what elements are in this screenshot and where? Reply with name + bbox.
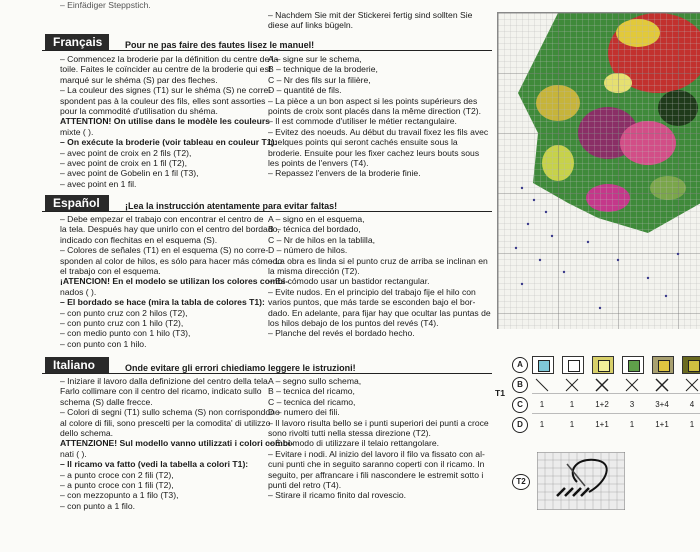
chart-grid [498, 13, 700, 329]
section-divider [42, 373, 492, 374]
row-label-a: A [512, 357, 528, 373]
legend-d-1: 1 [539, 420, 545, 429]
lang-tab-french: Français [45, 34, 109, 51]
row-label-b: B [512, 377, 528, 393]
color-legend-table [495, 352, 700, 552]
spanish-left-column: – Debe empezar el trabajo con encontrar el centro de la tela. Después hay que unirlo con el centro del bordado, indicado con flechitas en el esquema (S). – Colores de señales (T1) en el esquema (S) no corre- sponden al color de hilos, es sólo para hacer más cómodo el trabajo con el esquema. ¡ATENCION! En el modelo se utilizan los colores combi- nados ( ). – El bordado se hace (mira la tabla de colores T1): – con punto cruz con 2 hilos (T2), – con punto cruz con 1 hilo (T2), – con medio punto con 1 hilo (T3), – con punto con 1 hilo. [60, 214, 289, 349]
legend-swatch-4 [622, 356, 644, 374]
section-divider [42, 211, 492, 212]
legend-swatch-2 [562, 356, 584, 374]
legend-swatch-1 [532, 356, 554, 374]
table-label-t1: T1 [495, 388, 506, 398]
legend-c-3: 1+2 [595, 400, 609, 409]
lang-tab-spanish: Español [45, 195, 109, 212]
lang-tab-italian: Italiano [45, 357, 109, 374]
legend-c-2: 1 [569, 400, 575, 409]
section-divider [42, 50, 492, 51]
section-header-spanish: ¡Lea la instrucción atentamente para evitar faltas! [125, 201, 338, 211]
stitch-technique-row [532, 377, 700, 393]
legend-c-1: 1 [539, 400, 545, 409]
italian-right-column: A – segno sullo schema, B – tecnica del ricamo, C – tecnica del ricamo, D – numero dei fili. – Il lavoro risulta bello se i punti superiori dei punti a croce sono rivolti tutti nella stessa direzione (T2). – È comodo di utilizzare il telaio rettangolare. – Evitare i nodi. Al inizio del lavoro il filo va fissato con al- cuni punti che in seguito saranno coperti con il ricamo. In seguito, per affrancare i fili nascondere le estremit sotto i punti del retro (T4). – Stirare il ricamo finito dal rovescio. [268, 376, 489, 501]
french-left-column: – Commencez la broderie par la définition du centre de la toile. Faites le coïncider au centre de la broderie qui est marqué sur le shéma (S) par des fleches. – La couleur des signes (T1) sur le shéma (S) ne corre- spondent pas à la couleur des fils, elles sont assorties pour la commodité d'utilisation du shéma. ATTENTION! On utilise dans le modèle les couleurs mixte ( ). – On exécute la broderie (voir tableau en couleur T1): – avec point de croix en 2 fils (T2), – avec point de croix en 1 fil (T2), – avec point de Gobelin en 1 fil (T3), – avec point en 1 fil. [60, 54, 279, 189]
legend-divider [532, 393, 700, 394]
top-left-fragment: – Einfädiger Steppstich. [60, 0, 151, 10]
legend-c-6: 4 [689, 400, 695, 409]
legend-d-4: 1 [629, 420, 635, 429]
cross-stitch-chart [497, 12, 700, 329]
legend-swatch-5 [652, 356, 674, 374]
legend-divider [532, 413, 700, 414]
top-right-fragment: – Nachdem Sie mit der Stickerei fertig sind sollten Sie diese auf links bügeln. [268, 10, 473, 31]
italian-left-column: – Iniziare il lavoro dalla definizione del centro della tela. Farlo collimare con il centro del ricamo, indicato sullo schema (S) dalle frecce. – Colori di segni (T1) sullo schema (S) non corrispondono al colore di fili, sono prescelti per la comodita' di utilizzo dello schema. ATTENZIONE! Sul modello vanno utilizzati i colori combi- nati ( ). – Il ricamo va fatto (vedi la tabella a colori T1): – a punto croce con 2 fili (T2), – a punto croce con 1 fili (T2), – con mezzopunto a 1 filo (T3), – con punto a 1 filo. [60, 376, 294, 511]
french-right-column: A – signe sur le schema, B – technique de la broderie, C – Nr des fils sur la filière, D – quantité de fils. – La pièce a un bon aspect si les points supérieurs des points de croix sont placés dans la même direction (T2). – Il est commode d'utiliser le métier rectangulaire. – Evitez des noeuds. Au début du travail fixez les fils avec quelques points qui seront cachés ensuite sous la broderie. Ensuite pour les fixer cachez leurs bouts sous les points de l'envers (T4). – Repassez l'envers de la broderie finie. [268, 54, 489, 179]
legend-d-3: 1+1 [595, 420, 609, 429]
stitch-illustration-label: T2 [512, 474, 530, 490]
legend-swatch-6 [682, 356, 700, 374]
stitch-illustration [537, 452, 625, 510]
legend-d-6: 1 [689, 420, 695, 429]
legend-d-2: 1 [569, 420, 575, 429]
row-label-d: D [512, 417, 528, 433]
legend-swatch-3 [592, 356, 614, 374]
legend-c-5: 3+4 [655, 400, 669, 409]
section-header-italian: Onde evitare gli errori chiediamo leggere le istruzioni! [125, 363, 356, 373]
spanish-right-column: A – signo en el esquema, B – técnica del bordado, C – Nr de hilos en la tablilla, D – número de hilos. – La obra es linda si el punto cruz de arriba se inclinan en la misma dirección (T2). – Es cómodo usar un bastidor rectangular. – Evite nudos. En el principio del trabajo fije el hilo con varios puntos, que más tarde se esconden bajo el bor- dado. En adelante, para fijar hay que ocultar las puntas de los hilos debajo de los puntos del revés (T4). – Planche del revés el bordado hecho. [268, 214, 491, 339]
section-header-french: Pour ne pas faire des fautes lisez le manuel! [125, 40, 315, 50]
row-label-c: C [512, 397, 528, 413]
legend-d-5: 1+1 [655, 420, 669, 429]
legend-c-4: 3 [629, 400, 635, 409]
